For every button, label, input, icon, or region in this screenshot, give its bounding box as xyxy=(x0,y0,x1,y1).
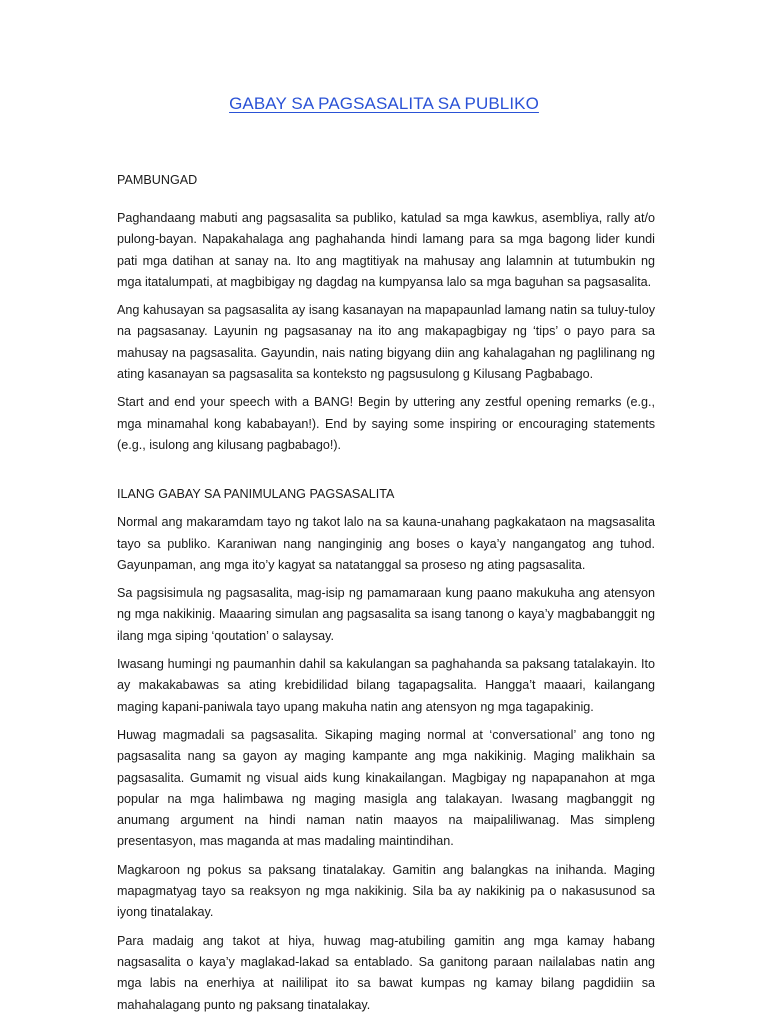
paragraph: Sa pagsisimula ng pagsasalita, mag-isip ng pamamaraan kung paano makukuha ang atensyon ng mga nakikinig. Maaaring simulan ang pagsasalita sa isang tanong o kaya’y magbabanggit ng ilang mga siping ‘qoutation’ o salaysay. xyxy=(117,586,655,643)
paragraph: Paghandaang mabuti ang pagsasalita sa publiko, katulad sa mga kawkus, asembliya, rally at/o pulong-bayan. Napakahalaga ang paghahanda hindi lamang para sa mga bagong lider kundi pati mga datihan at sanay na. Ito ang magtitiyak na mahusay ang lalamnin at tutumbukin ng mga itatalumpati, at magbibigay ng dagdag na kumpyansa lalo sa mga baguhan sa pagsasalita. xyxy=(117,211,655,289)
paragraph: Normal ang makaramdam tayo ng takot lalo na sa kauna-unahang pagkakataon na magsasalita tayo sa publiko. Karaniwan nang nanginginig ang boses o kaya’y nangangatog ang tuhod. Gayunpaman, ang mga ito’y kagyat sa natatanggal sa proseso ng ating pagsasalita. xyxy=(117,515,655,572)
paragraph: Para madaig ang takot at hiya, huwag mag-atubiling gamitin ang mga kamay habang nagsasalita o kaya’y maglakad-lakad sa entablado. Sa ganitong paraan nailalabas natin ang mga labis na enerhiya at naililipat ito sa bawat kumpas ng kamay bilang pagdidiin sa mahahalagang punto ng paksang tinatalakay. xyxy=(117,933,655,1012)
document-body xyxy=(117,170,655,1016)
paragraph: Ang kahusayan sa pagsasalita ay isang kasanayan na mapapaunlad lamang natin sa tuluy-tuloy na pagsasanay. Layunin ng pagsasanay na ito ang makapagbigay ng ‘tips’ o payo para sa mahusay na pagsasalita. Gayundin, nais nating bigyang diin ang kahalagahan ng paglilinang ng ating kasanayan sa pagsasalita sa konteksto ng pagsusulong g Kilusang Pagbabago. xyxy=(117,303,655,382)
paragraph: Start and end your speech with a BANG! Begin by uttering any zestful opening remarks (e.g., mga minamahal kong kababayan!). End by saying some inspiring or encouraging statements (e.g., isulong ang kilusang pagbabago!). xyxy=(117,395,655,452)
document-title[interactable]: GABAY SA PAGSASALITA SA PUBLIKO xyxy=(229,94,539,113)
section-heading-gabay: ILANG GABAY SA PANIMULANG PAGSASALITA xyxy=(117,487,395,502)
section-heading-pambungad: PAMBUNGAD xyxy=(117,173,198,187)
paragraph: Magkaroon ng pokus sa paksang tinatalakay. Gamitin ang balangkas na inihanda. Maging mapagmatyag tayo sa reaksyon ng mga nakikinig. Sila ba ay nakikinig pa o nakasusunod sa iyong tinatalakay. xyxy=(117,862,655,920)
paragraph: Huwag magmadali sa pagsasalita. Sikaping maging normal at ‘conversational’ ang tono ng pagsasalita nang sa gayon ay maging kampante ang mga nakikinig. Maging malikhain sa pagsasalita. Gumamit ng visual aids kung kinakailangan. Magbigay ng napapanahon at mga popular na mga halimbawa ng maging masigla ang talakayan. Iwasang magbanggit ng anumang argument na hindi naman natin maayos na maipaliliwanag. Mas simpleng presentasyon, mas maganda at mas madaling maintindihan. xyxy=(117,727,655,849)
paragraph: Iwasang humingi ng paumanhin dahil sa kakulangan sa paghahanda sa paksang tatalakayin. Ito ay makakabawas sa ating krebidilidad bilang tagapagsalita. Hangga’t maaari, kailangang maging kapani-paniwala tayo upang makuha natin ang atensyon ng mga tagapakinig. xyxy=(117,657,655,714)
